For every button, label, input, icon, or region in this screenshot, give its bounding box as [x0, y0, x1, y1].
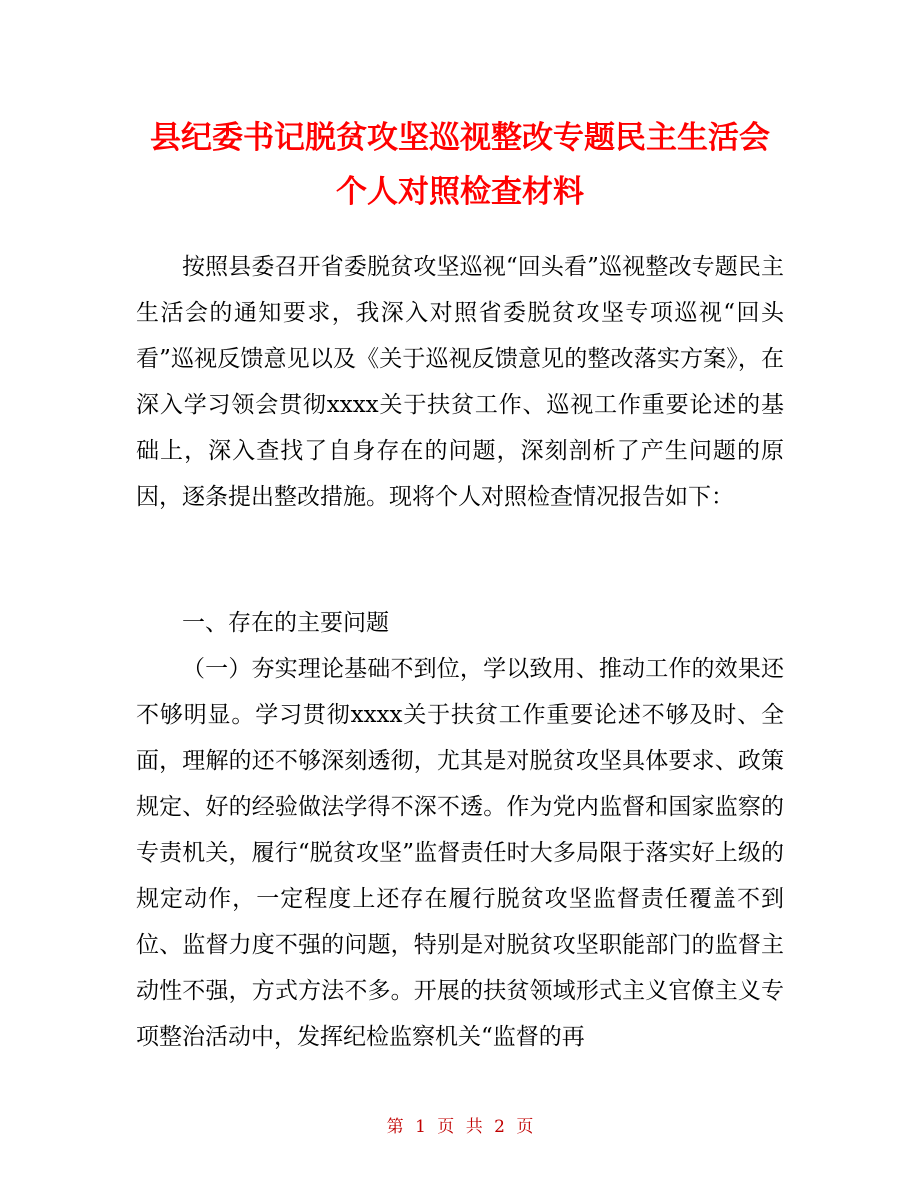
body-paragraph: （一）夯实理论基础不到位，学以致用、推动工作的效果还不够明显。学习贯彻xxxx关于扶贫工作重要论述不够及时、全面，理解的还不够深刻透彻，尤其是对脱贫攻坚具体要求、政策规定、好的经验做法学得不深不透。作为党内监督和国家监察的专责机关，履行“脱贫攻坚”监督责任时大多局限于落实好上级的规定动作，一定程度上还存在履行脱贫攻坚监督责任覆盖不到位、监督力度不强的问题，特别是对脱贫攻坚职能部门的监督主动性不强，方式方法不多。开展的扶贫领域形式主义官僚主义专项整治活动中，发挥纪检监察机关“监督的再	[136, 656, 784, 1050]
section-heading: 一、存在的主要问题	[182, 610, 389, 636]
document-title-line-2: 个人对照检查材料	[336, 174, 584, 210]
document-title-line-1: 县纪委书记脱贫攻坚巡视整改专题民主生活会	[150, 120, 770, 156]
intro-paragraph: 按照县委召开省委脱贫攻坚巡视“回头看”巡视整改专题民主生活会的通知要求，我深入对照省委脱贫攻坚专项巡视“回头看”巡视反馈意见以及《关于巡视反馈意见的整改落实方案》，在深入学习领会贯彻xxxx关于扶贫工作、巡视工作重要论述的基础上，深入查找了自身存在的问题，深刻剖析了产生问题的原因，逐条提出整改措施。现将个人对照检查情况报告如下：	[136, 254, 784, 510]
page-number-footer: 第 1 页 共 2 页	[386, 1117, 534, 1137]
